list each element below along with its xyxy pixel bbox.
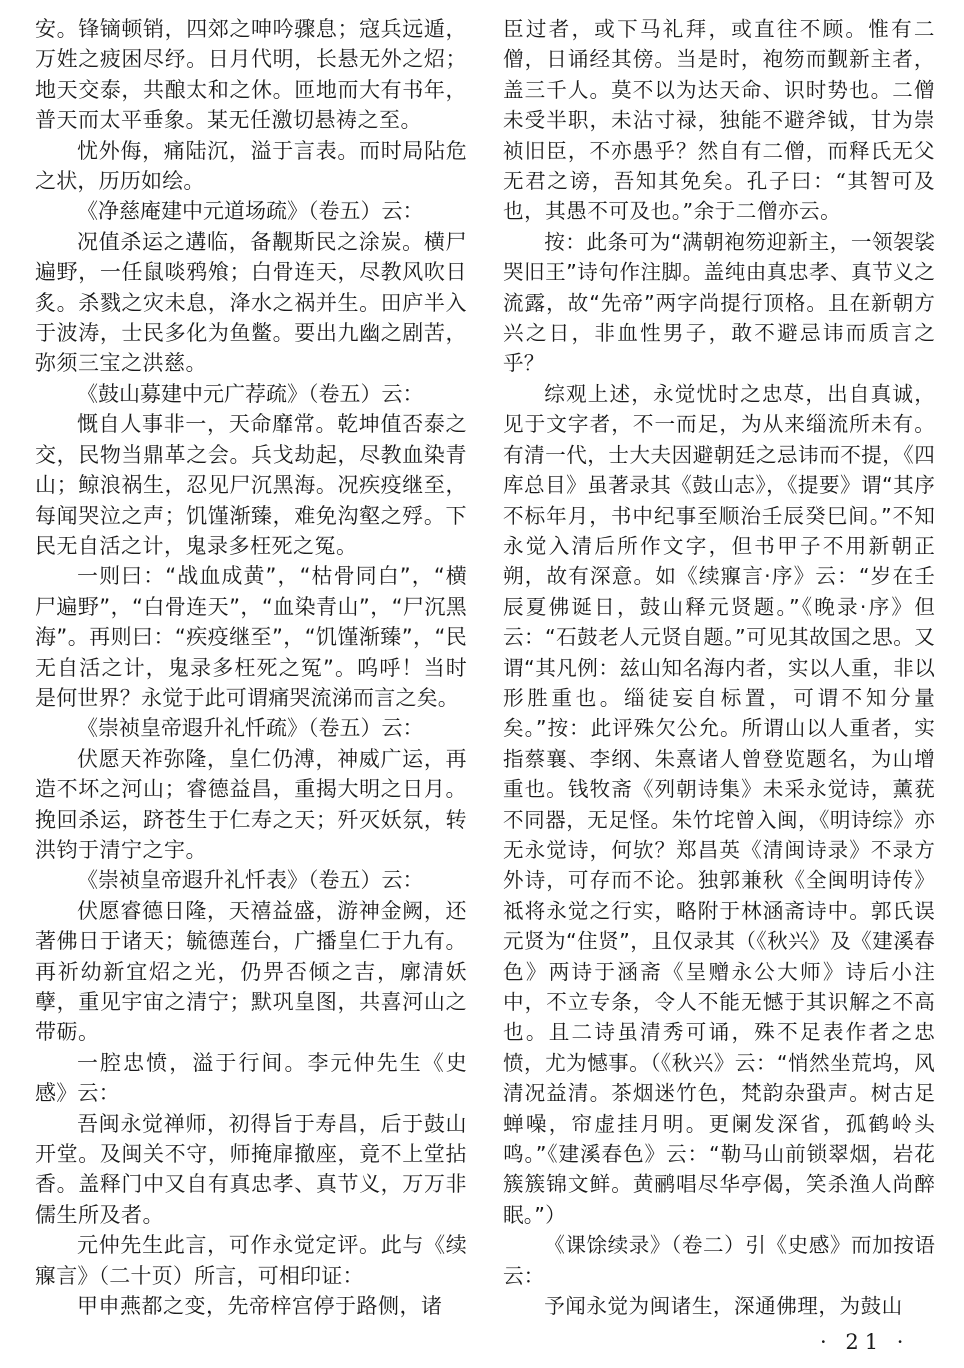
paragraph: 予闻永觉为闽诸生，深通佛理，为鼓山 (544, 1294, 903, 1319)
paragraph: 一则曰：“战血成黄”，“枯骨同白”，“横尸遍野”，“白骨连天”，“血染青山”，“尸沉黑海”。再则曰：“疾疫继至”，“饥馑渐臻”，“民无自活之计，鬼录多枉死之冤”。呜呼！当时是何世界？永觉于此可谓痛哭流涕而言之矣。 (35, 564, 467, 710)
paragraph: 综观上述，永觉忧时之忠荩，出自真诚，见于文字者，不一而足，为从来缁流所未有。有清一代，士大夫因避朝廷之忌讳而不提，《四库总目》虽著录其《鼓山志》，《提要》谓“其序不标年月，书中纪事至顺治壬辰癸巳间。”不知永觉入清后所作文字，但书甲子不用新朝正朔，故有深意。如《续寱言·序》云：“岁在壬辰夏佛诞日，鼓山释元贤题。”《晚录·序》但云：“石鼓老人元贤自题。”可见其故国之思。又谓“其凡例：兹山知名海内者，实以人重，非以形胜重也。缁徒妄自标置，可谓不知分量矣。”按：此评殊欠公允。所谓山以人重者，实指蔡襄、李纲、朱熹诸人曾登览题名，为山增重也。钱牧斋《列朝诗集》未采永觉诗，薰莸不同器，无足怪。朱竹垞曾入闽，《明诗综》亦无永觉诗，何欤？郑昌英《清闽诗录》不录方外诗，可存而不论。独郭兼秋《全闽明诗传》祗将永觉之行实，略附于林涵斋诗中。郭氏误元贤为“住贤”，且仅录其（《秋兴》及《建溪春色》两诗于涵斋《呈赠永公大师》诗后小注中，不立专条，令人不能无憾于其识解之不高也。且二诗虽清秀可诵，殊不足表作者之忠愤，尤为憾事。（《秋兴》云：“悄然坐荒坞，风清况益清。茶烟迷竹色，梵韵杂蛩声。树古足蝉噪，帘虚挂月明。更阑发深省，孤鹤岭头鸣。”《建溪春色》云：“勒马山前锁翠烟，岩花簇簇锦文鲜。黄鹂唱尽华亭偈，笑杀渔人尚醉眠。”） (503, 381, 935, 1227)
paragraph: 《课馀续录》（卷二）引《史感》而加按语云： (503, 1233, 935, 1288)
paragraph: 忧外侮，痛陆沉，溢于言表。而时局阽危之状，历历如绘。 (35, 138, 467, 194)
paragraph: 《崇祯皇帝遐升礼忏疏》（卷五）云： (77, 716, 424, 741)
paragraph: 一腔忠愤，溢于行间。李元仲先生《史感》云： (35, 1050, 467, 1106)
paragraph: 慨自人事非一，天命靡常。乾坤值否泰之交，民物当鼎革之会。兵戈劫起，尽教血染青山；鲸浪祸生，忍见尸沉黑海。况疾疫继至，每闻哭泣之声；饥馑渐臻，难免沟壑之殍。下民无自活之计，鬼录多枉死之冤。 (35, 412, 467, 558)
paragraph: 伏愿睿德日隆，天禧益盛，游神金阙，还著佛日于诸天；毓德莲台，广播皇仁于九有。再祈幼新宜炤之光，仍畀否倾之吉，廓清妖孽，重见宇宙之清宁；默巩皇图，共喜河山之带砺。 (35, 898, 467, 1045)
paragraph: 《崇祯皇帝遐升礼忏表》（卷五）云： (77, 868, 424, 893)
left-text-column (35, 14, 467, 1321)
paragraph: 《净慈庵建中元道场疏》（卷五）云： (77, 199, 424, 224)
page-number: · 21 · (820, 1330, 910, 1354)
paragraph: 《鼓山募建中元广荐疏》（卷五）云： (77, 381, 424, 406)
paragraph: 吾闽永觉禅师，初得旨于寿昌，后于鼓山开堂。及闽关不守，师掩扉撤座，竟不上堂拈香。盖释门中又自有真忠孝、真节义，万万非儒生所及者。 (35, 1111, 467, 1227)
paragraph: 甲申燕都之变，先帝梓宫停于路侧，诸 (77, 1294, 443, 1319)
paragraph: 按：此条可为“满朝袍笏迎新主，一领袈裟哭旧王”诗句作注脚。盖纯由真忠孝、真节义之流露，故“先帝”两字尚提行顶格。且在新朝方兴之日，非血性男子，敢不避忌讳而质言之乎？ (503, 229, 935, 376)
right-text-column (503, 14, 935, 1321)
paragraph: 安。锋镝顿销，四郊之呻吟骤息；寇兵远遁，万姓之疲困尽纾。日月代明，长悬无外之炤；地天交泰，共酿太和之休。匝地而大有书年，普天而太平垂象。某无任激切悬祷之至。 (35, 17, 467, 133)
paragraph: 元仲先生此言，可作永觉定评。此与《续寱言》（二十页）所言，可相印证： (35, 1233, 467, 1288)
paragraph: 况值杀运之遘临，备觏斯民之涂炭。横尸遍野，一任鼠啖鸦飧；白骨连天，尽教风吹日炙。杀戮之灾未息，洚水之祸并生。田庐半入于波涛，士民多化为鱼鳖。要出九幽之剧苦，弥须三宝之洪慈。 (35, 229, 467, 376)
paragraph: 伏愿天祚弥隆，皇仁仍溥，神威广运，再造不坏之河山；睿德益昌，重揭大明之日月。挽回杀运，跻苍生于仁寿之天；歼灭妖氛，转洪钧于清宁之宇。 (35, 746, 467, 862)
paragraph: 臣过者，或下马礼拜，或直往不顾。惟有二僧，日诵经其傍。当是时，袍笏而觐新主者，盖三千人。莫不以为达天命、识时势也。二僧未受半职，未沾寸禄，独能不避斧钺，甘为崇祯旧臣，不亦愚乎？然自有二僧，而释氏无父无君之谤，吾知其免矣。孔子曰：“其智可及也，其愚不可及也。”余于二僧亦云。 (503, 17, 935, 224)
